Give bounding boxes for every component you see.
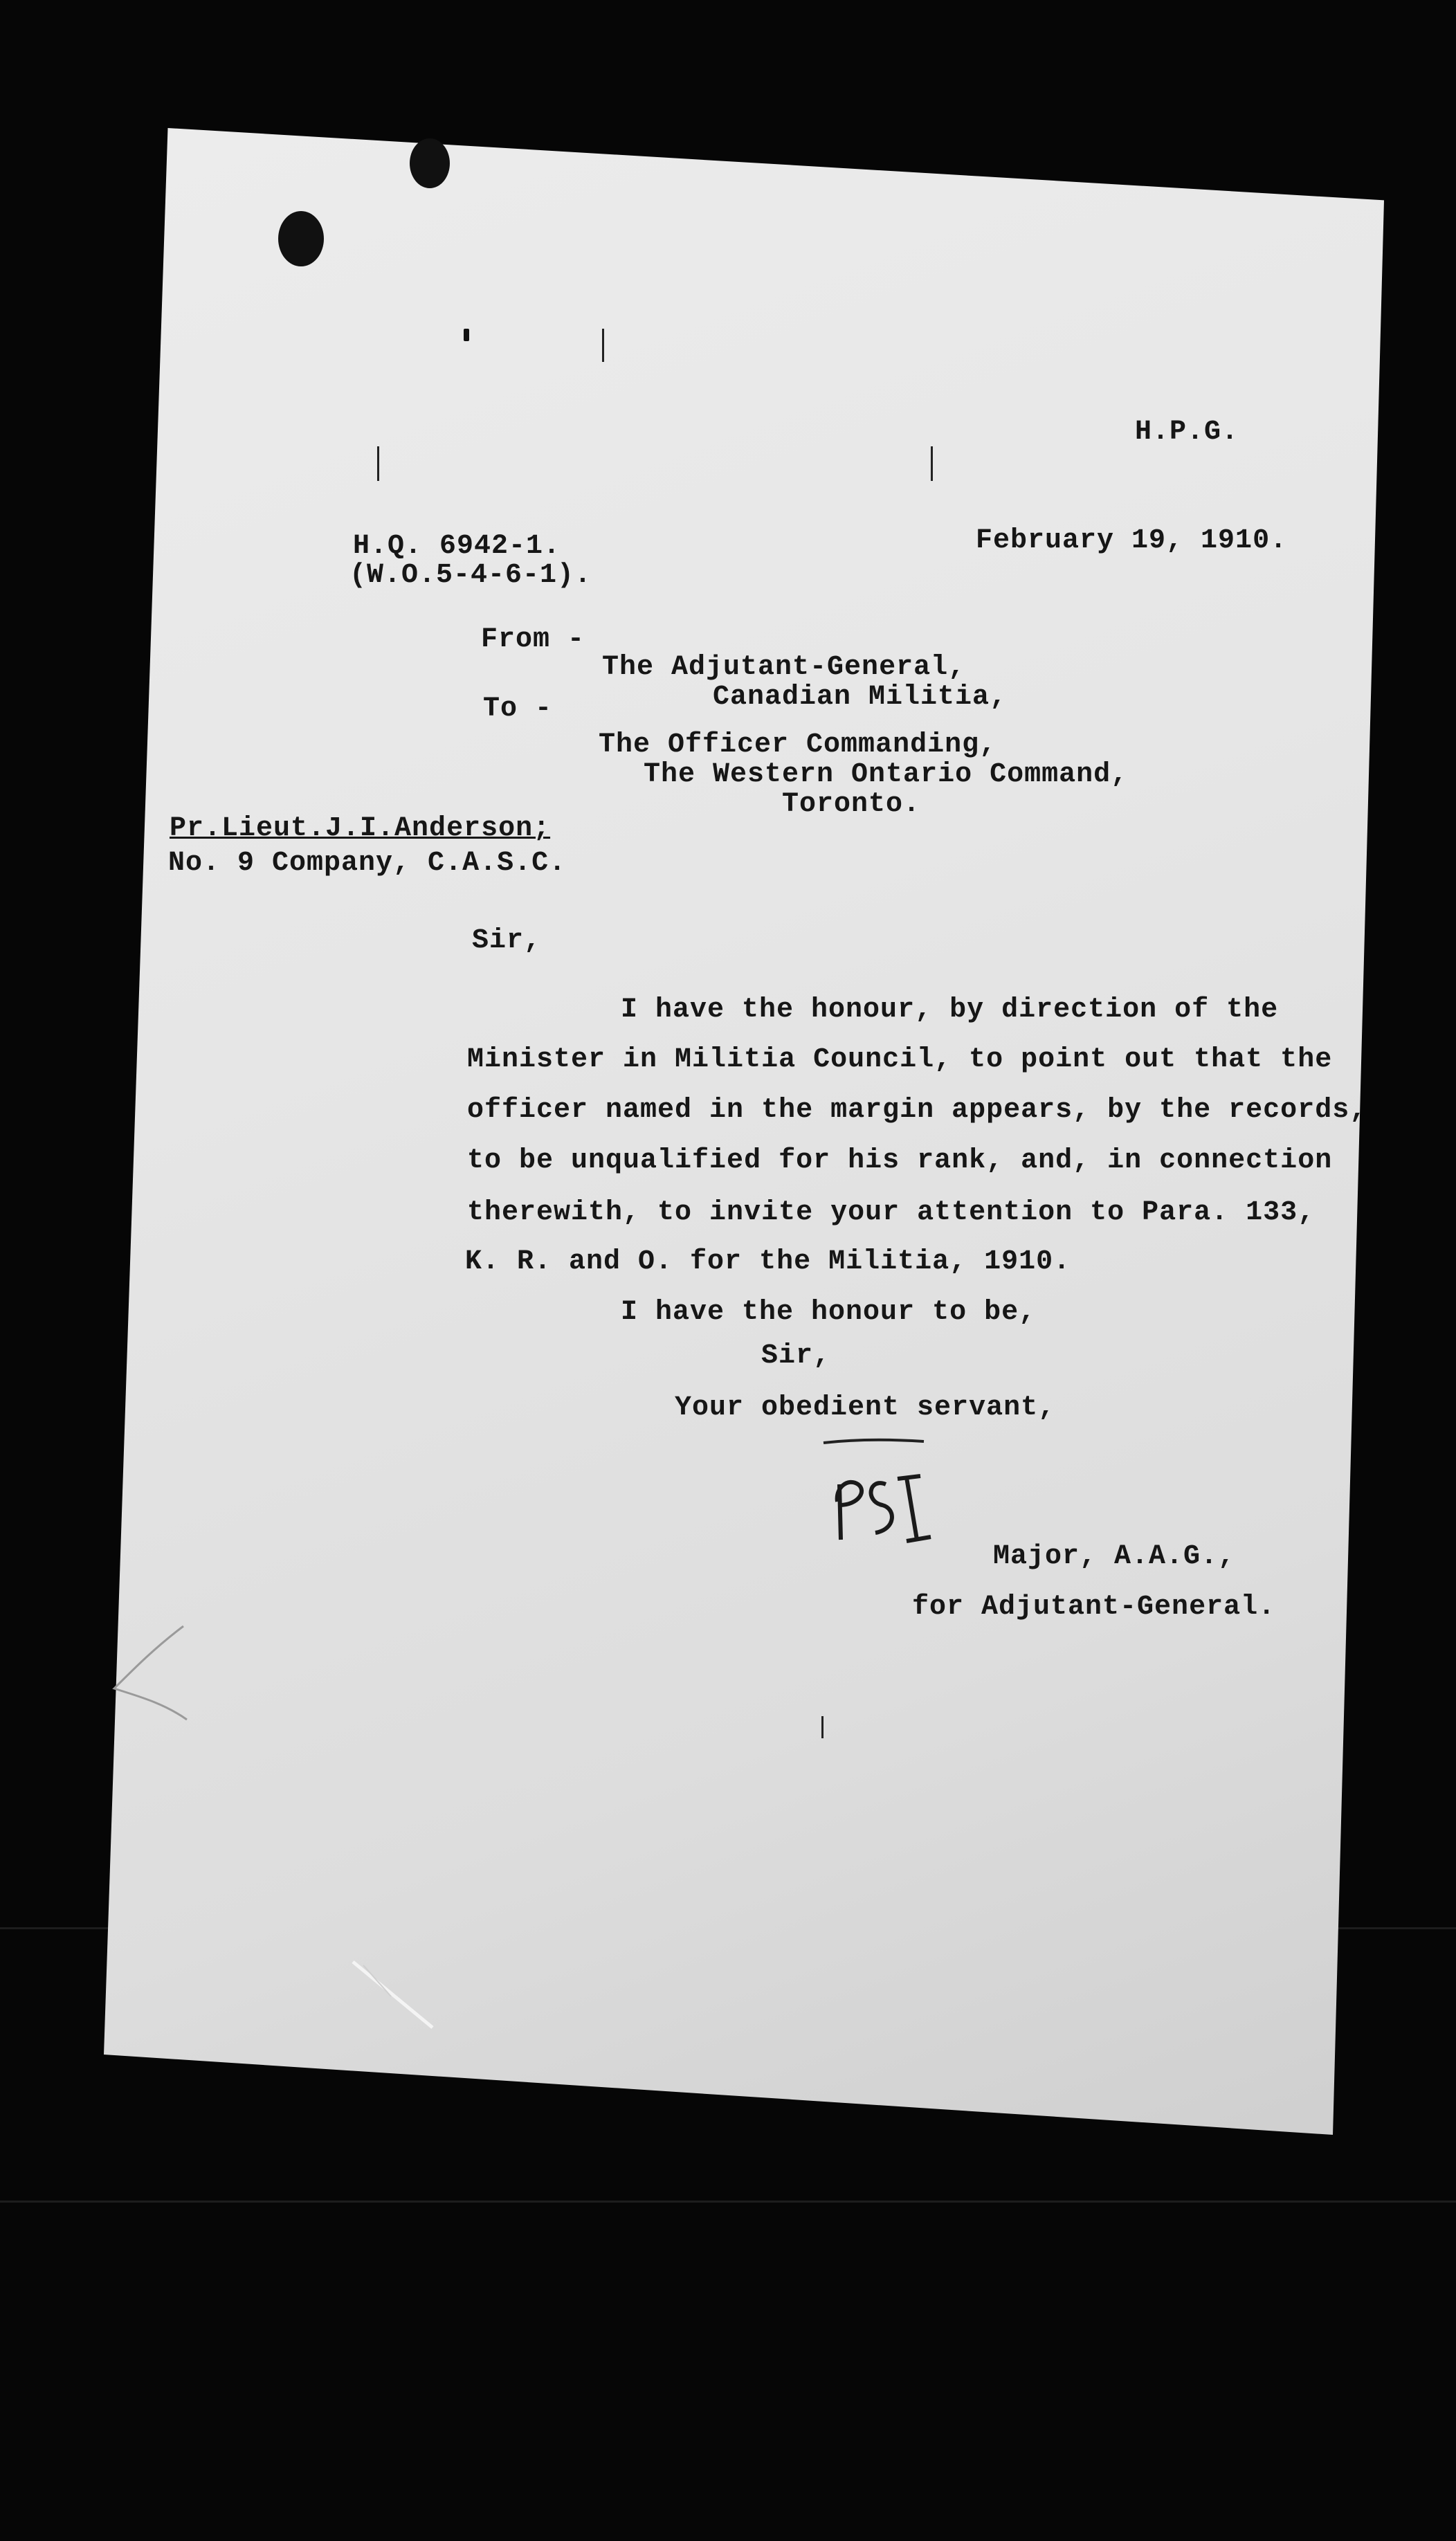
to-label: To -: [483, 693, 553, 725]
guide-tick: [602, 329, 604, 362]
guide-tick: [377, 446, 379, 481]
to-line-3: Toronto.: [782, 789, 921, 820]
margin-pencil-mark: [100, 1619, 197, 1730]
body-line: therewith, to invite your attention to Para. 133,: [467, 1197, 1316, 1228]
closing-line-1: I have the honour to be,: [621, 1297, 1037, 1328]
body-line: K. R. and O. for the Militia, 1910.: [465, 1246, 1071, 1277]
body-line: officer named in the margin appears, by the records,: [467, 1095, 1367, 1126]
from-line-2: Canadian Militia,: [713, 682, 1008, 713]
film-band: [0, 2201, 1456, 2203]
margin-note-unit: No. 9 Company, C.A.S.C.: [168, 848, 567, 879]
signature-title: Major, A.A.G.,: [993, 1541, 1236, 1572]
film-scratch: [349, 1958, 439, 2034]
body-line: Minister in Militia Council, to point out that the: [467, 1044, 1333, 1075]
guide-tick: [931, 446, 933, 481]
from-line-1: The Adjutant-General,: [602, 652, 966, 683]
file-mark: H.P.G.: [1135, 417, 1239, 448]
ink-blot: [410, 138, 450, 188]
body-line: to be unqualified for his rank, and, in connection: [467, 1145, 1333, 1176]
body-line: I have the honour, by direction of the: [621, 994, 1279, 1026]
closing-line-2: Sir,: [761, 1340, 831, 1372]
margin-note-officer: Pr.Lieut.J.I.Anderson;: [170, 813, 551, 844]
sub-reference: (W.O.5-4-6-1).: [349, 560, 592, 591]
handwritten-initials: [820, 1436, 938, 1567]
guide-tick: [821, 1716, 823, 1738]
ink-speck: [464, 329, 469, 341]
file-reference: H.Q. 6942-1.: [353, 531, 561, 562]
to-line-2: The Western Ontario Command,: [644, 759, 1129, 790]
signature-for: for Adjutant-General.: [912, 1592, 1276, 1623]
salutation: Sir,: [472, 925, 542, 956]
to-line-1: The Officer Commanding,: [599, 729, 997, 761]
letter-date: February 19, 1910.: [976, 525, 1288, 556]
ink-blot: [278, 211, 324, 266]
closing-line-3: Your obedient servant,: [675, 1392, 1056, 1423]
from-label: From -: [481, 624, 585, 655]
